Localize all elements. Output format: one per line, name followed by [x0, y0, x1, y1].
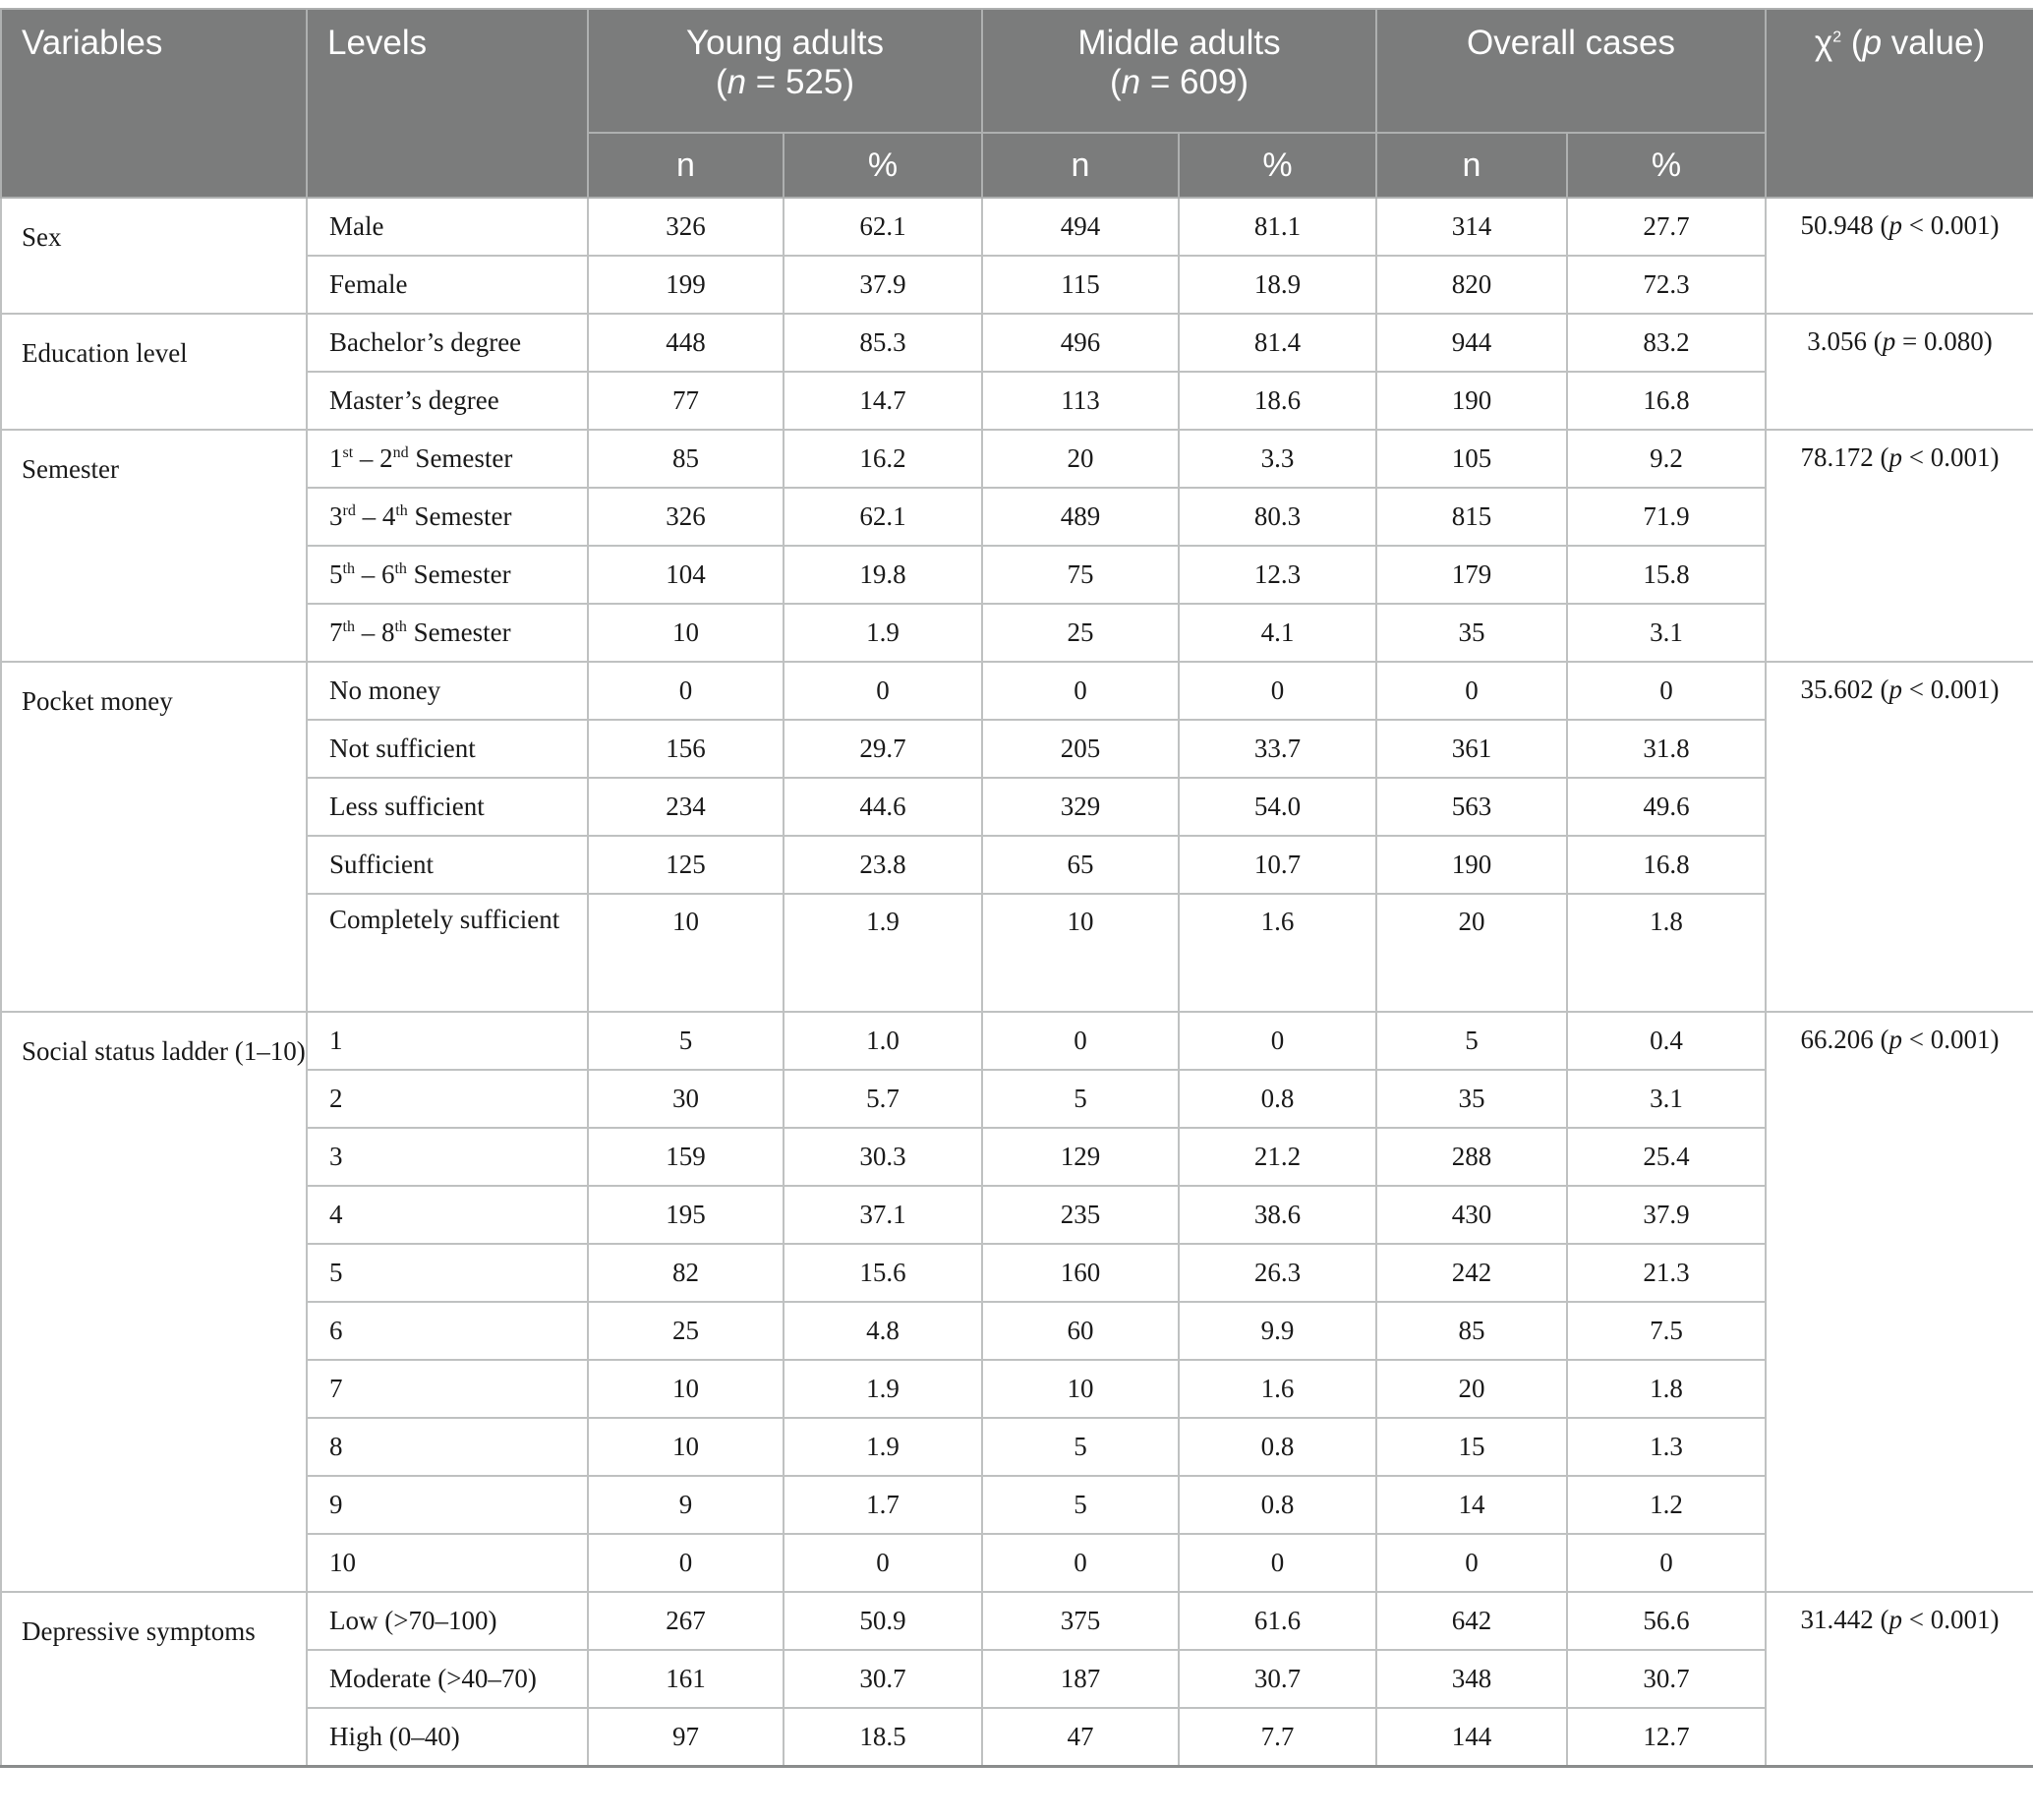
count-cell: 20 [1376, 894, 1567, 1012]
count-cell: 944 [1376, 314, 1567, 372]
level-cell: Master’s degree [307, 372, 588, 430]
percent-cell: 15.8 [1567, 546, 1766, 604]
count-cell: 10 [982, 1360, 1179, 1418]
count-cell: 10 [588, 604, 784, 662]
chi-square-cell: 50.948 (p < 0.001) [1766, 198, 2033, 314]
level-cell: Less sufficient [307, 778, 588, 836]
chi-square-cell: 66.206 (p < 0.001) [1766, 1012, 2033, 1592]
chi-square-cell: 3.056 (p = 0.080) [1766, 314, 2033, 430]
percent-cell: 38.6 [1179, 1186, 1376, 1244]
demographics-table [0, 8, 2033, 1768]
percent-cell: 9.9 [1179, 1302, 1376, 1360]
header-overall-pct: % [1567, 133, 1766, 198]
percent-cell: 0 [1567, 1534, 1766, 1592]
percent-cell: 30.7 [1179, 1650, 1376, 1708]
count-cell: 0 [1376, 662, 1567, 720]
count-cell: 25 [982, 604, 1179, 662]
percent-cell: 62.1 [784, 198, 982, 256]
percent-cell: 30.3 [784, 1128, 982, 1186]
percent-cell: 1.9 [784, 604, 982, 662]
percent-cell: 0 [1179, 1012, 1376, 1070]
percent-cell: 1.9 [784, 894, 982, 1012]
count-cell: 159 [588, 1128, 784, 1186]
percent-cell: 14.7 [784, 372, 982, 430]
percent-cell: 1.3 [1567, 1418, 1766, 1476]
table-row [1, 1418, 2033, 1476]
percent-cell: 0.8 [1179, 1070, 1376, 1128]
percent-cell: 61.6 [1179, 1592, 1376, 1650]
percent-cell: 81.1 [1179, 198, 1376, 256]
count-cell: 85 [588, 430, 784, 488]
percent-cell: 4.8 [784, 1302, 982, 1360]
count-cell: 5 [982, 1418, 1179, 1476]
percent-cell: 1.0 [784, 1012, 982, 1070]
percent-cell: 25.4 [1567, 1128, 1766, 1186]
percent-cell: 10.7 [1179, 836, 1376, 894]
count-cell: 190 [1376, 372, 1567, 430]
percent-cell: 26.3 [1179, 1244, 1376, 1302]
percent-cell: 31.8 [1567, 720, 1766, 778]
count-cell: 115 [982, 256, 1179, 314]
percent-cell: 4.1 [1179, 604, 1376, 662]
percent-cell: 1.2 [1567, 1476, 1766, 1534]
count-cell: 242 [1376, 1244, 1567, 1302]
table-row [1, 546, 2033, 604]
percent-cell: 37.9 [784, 256, 982, 314]
count-cell: 205 [982, 720, 1179, 778]
percent-cell: 16.8 [1567, 372, 1766, 430]
count-cell: 20 [1376, 1360, 1567, 1418]
count-cell: 0 [1376, 1534, 1567, 1592]
count-cell: 125 [588, 836, 784, 894]
count-cell: 179 [1376, 546, 1567, 604]
percent-cell: 0 [1179, 1534, 1376, 1592]
header-middle-pct: % [1179, 133, 1376, 198]
percent-cell: 56.6 [1567, 1592, 1766, 1650]
table-row [1, 1070, 2033, 1128]
percent-cell: 0.8 [1179, 1418, 1376, 1476]
variable-cell: Education level [1, 314, 307, 430]
percent-cell: 1.8 [1567, 1360, 1766, 1418]
count-cell: 5 [588, 1012, 784, 1070]
variable-cell: Social status ladder (1–10) [1, 1012, 307, 1592]
percent-cell: 37.1 [784, 1186, 982, 1244]
count-cell: 129 [982, 1128, 1179, 1186]
header-middle-adults: Middle adults (n = 609) [982, 9, 1376, 133]
percent-cell: 1.6 [1179, 1360, 1376, 1418]
percent-cell: 12.3 [1179, 546, 1376, 604]
level-cell: Completely sufficient [307, 894, 588, 1012]
count-cell: 65 [982, 836, 1179, 894]
percent-cell: 18.6 [1179, 372, 1376, 430]
count-cell: 30 [588, 1070, 784, 1128]
table-row [1, 256, 2033, 314]
level-cell: Not sufficient [307, 720, 588, 778]
count-cell: 235 [982, 1186, 1179, 1244]
header-variables: Variables [1, 9, 307, 198]
percent-cell: 7.5 [1567, 1302, 1766, 1360]
count-cell: 5 [982, 1070, 1179, 1128]
level-cell: No money [307, 662, 588, 720]
level-cell: 6 [307, 1302, 588, 1360]
table-row [1, 1476, 2033, 1534]
table-row [1, 1592, 2033, 1650]
count-cell: 5 [1376, 1012, 1567, 1070]
count-cell: 75 [982, 546, 1179, 604]
percent-cell: 54.0 [1179, 778, 1376, 836]
level-cell: 1st – 2nd Semester [307, 430, 588, 488]
level-cell: 10 [307, 1534, 588, 1592]
table-row [1, 372, 2033, 430]
percent-cell: 0.4 [1567, 1012, 1766, 1070]
percent-cell: 18.5 [784, 1708, 982, 1767]
count-cell: 113 [982, 372, 1179, 430]
level-cell: High (0–40) [307, 1708, 588, 1767]
table-row [1, 836, 2033, 894]
percent-cell: 0 [1567, 662, 1766, 720]
percent-cell: 44.6 [784, 778, 982, 836]
level-cell: 3 [307, 1128, 588, 1186]
percent-cell: 21.2 [1179, 1128, 1376, 1186]
count-cell: 14 [1376, 1476, 1567, 1534]
count-cell: 5 [982, 1476, 1179, 1534]
percent-cell: 37.9 [1567, 1186, 1766, 1244]
table-row [1, 662, 2033, 720]
count-cell: 496 [982, 314, 1179, 372]
table-row [1, 1186, 2033, 1244]
count-cell: 190 [1376, 836, 1567, 894]
count-cell: 160 [982, 1244, 1179, 1302]
level-cell: 7 [307, 1360, 588, 1418]
count-cell: 0 [982, 1012, 1179, 1070]
count-cell: 314 [1376, 198, 1567, 256]
percent-cell: 72.3 [1567, 256, 1766, 314]
count-cell: 10 [588, 1418, 784, 1476]
count-cell: 60 [982, 1302, 1179, 1360]
count-cell: 105 [1376, 430, 1567, 488]
count-cell: 161 [588, 1650, 784, 1708]
percent-cell: 80.3 [1179, 488, 1376, 546]
count-cell: 77 [588, 372, 784, 430]
count-cell: 25 [588, 1302, 784, 1360]
count-cell: 448 [588, 314, 784, 372]
count-cell: 10 [588, 894, 784, 1012]
count-cell: 430 [1376, 1186, 1567, 1244]
level-cell: 9 [307, 1476, 588, 1534]
table-row [1, 1244, 2033, 1302]
percent-cell: 33.7 [1179, 720, 1376, 778]
count-cell: 0 [982, 662, 1179, 720]
count-cell: 0 [982, 1534, 1179, 1592]
percent-cell: 0.8 [1179, 1476, 1376, 1534]
percent-cell: 83.2 [1567, 314, 1766, 372]
count-cell: 0 [588, 1534, 784, 1592]
count-cell: 20 [982, 430, 1179, 488]
table-row [1, 894, 2033, 1012]
level-cell: 1 [307, 1012, 588, 1070]
count-cell: 288 [1376, 1128, 1567, 1186]
count-cell: 104 [588, 546, 784, 604]
percent-cell: 3.1 [1567, 1070, 1766, 1128]
level-cell: 5 [307, 1244, 588, 1302]
level-cell: 5th – 6th Semester [307, 546, 588, 604]
count-cell: 329 [982, 778, 1179, 836]
level-cell: Low (>70–100) [307, 1592, 588, 1650]
table-row [1, 430, 2033, 488]
percent-cell: 16.2 [784, 430, 982, 488]
percent-cell: 30.7 [1567, 1650, 1766, 1708]
percent-cell: 9.2 [1567, 430, 1766, 488]
percent-cell: 12.7 [1567, 1708, 1766, 1767]
table-row [1, 1302, 2033, 1360]
header-chi-square: $\chi^2$ (p value) [1766, 9, 2033, 198]
percent-cell: 1.9 [784, 1360, 982, 1418]
percent-cell: 1.8 [1567, 894, 1766, 1012]
percent-cell: 5.7 [784, 1070, 982, 1128]
count-cell: 35 [1376, 604, 1567, 662]
header-levels: Levels [307, 9, 588, 198]
count-cell: 361 [1376, 720, 1567, 778]
level-cell: Sufficient [307, 836, 588, 894]
count-cell: 85 [1376, 1302, 1567, 1360]
percent-cell: 0 [784, 662, 982, 720]
count-cell: 144 [1376, 1708, 1567, 1767]
count-cell: 10 [982, 894, 1179, 1012]
level-cell: 4 [307, 1186, 588, 1244]
percent-cell: 81.4 [1179, 314, 1376, 372]
level-cell: Bachelor’s degree [307, 314, 588, 372]
percent-cell: 21.3 [1567, 1244, 1766, 1302]
level-cell: Female [307, 256, 588, 314]
table-row [1, 1534, 2033, 1592]
count-cell: 267 [588, 1592, 784, 1650]
table-row [1, 1012, 2033, 1070]
header-overall-n: n [1376, 133, 1567, 198]
header-young-adults: Young adults (n = 525) [588, 9, 982, 133]
chi-square-cell: 31.442 (p < 0.001) [1766, 1592, 2033, 1767]
percent-cell: 50.9 [784, 1592, 982, 1650]
table-row [1, 720, 2033, 778]
count-cell: 10 [588, 1360, 784, 1418]
count-cell: 0 [588, 662, 784, 720]
count-cell: 9 [588, 1476, 784, 1534]
percent-cell: 1.6 [1179, 894, 1376, 1012]
table-row [1, 1360, 2033, 1418]
count-cell: 97 [588, 1708, 784, 1767]
table-row [1, 778, 2033, 836]
percent-cell: 30.7 [784, 1650, 982, 1708]
percent-cell: 15.6 [784, 1244, 982, 1302]
count-cell: 199 [588, 256, 784, 314]
chi-square-cell: 78.172 (p < 0.001) [1766, 430, 2033, 662]
table-body [1, 198, 2033, 1767]
count-cell: 489 [982, 488, 1179, 546]
table-row [1, 604, 2033, 662]
percent-cell: 49.6 [1567, 778, 1766, 836]
percent-cell: 3.1 [1567, 604, 1766, 662]
table-row [1, 314, 2033, 372]
level-cell: 8 [307, 1418, 588, 1476]
header-overall-cases: Overall cases [1376, 9, 1766, 133]
percent-cell: 27.7 [1567, 198, 1766, 256]
chi-square-cell: 35.602 (p < 0.001) [1766, 662, 2033, 1012]
percent-cell: 29.7 [784, 720, 982, 778]
level-cell: 2 [307, 1070, 588, 1128]
count-cell: 375 [982, 1592, 1179, 1650]
table-row [1, 488, 2033, 546]
count-cell: 326 [588, 488, 784, 546]
percent-cell: 18.9 [1179, 256, 1376, 314]
percent-cell: 85.3 [784, 314, 982, 372]
count-cell: 195 [588, 1186, 784, 1244]
level-cell: Male [307, 198, 588, 256]
percent-cell: 0 [1179, 662, 1376, 720]
count-cell: 82 [588, 1244, 784, 1302]
count-cell: 348 [1376, 1650, 1567, 1708]
variable-cell: Depressive symptoms [1, 1592, 307, 1767]
count-cell: 15 [1376, 1418, 1567, 1476]
percent-cell: 19.8 [784, 546, 982, 604]
percent-cell: 62.1 [784, 488, 982, 546]
count-cell: 187 [982, 1650, 1179, 1708]
variable-cell: Semester [1, 430, 307, 662]
variable-cell: Sex [1, 198, 307, 314]
count-cell: 494 [982, 198, 1179, 256]
header-middle-n: n [982, 133, 1179, 198]
percent-cell: 16.8 [1567, 836, 1766, 894]
count-cell: 563 [1376, 778, 1567, 836]
count-cell: 326 [588, 198, 784, 256]
percent-cell: 0 [784, 1534, 982, 1592]
percent-cell: 1.7 [784, 1476, 982, 1534]
count-cell: 234 [588, 778, 784, 836]
count-cell: 820 [1376, 256, 1567, 314]
table-row [1, 198, 2033, 256]
header-young-n: n [588, 133, 784, 198]
count-cell: 815 [1376, 488, 1567, 546]
level-cell: 7th – 8th Semester [307, 604, 588, 662]
level-cell: Moderate (>40–70) [307, 1650, 588, 1708]
percent-cell: 23.8 [784, 836, 982, 894]
level-cell: 3rd – 4th Semester [307, 488, 588, 546]
percent-cell: 1.9 [784, 1418, 982, 1476]
header-young-pct: % [784, 133, 982, 198]
percent-cell: 71.9 [1567, 488, 1766, 546]
table-row [1, 1128, 2033, 1186]
table-row [1, 1708, 2033, 1767]
count-cell: 35 [1376, 1070, 1567, 1128]
count-cell: 156 [588, 720, 784, 778]
percent-cell: 7.7 [1179, 1708, 1376, 1767]
count-cell: 642 [1376, 1592, 1567, 1650]
percent-cell: 3.3 [1179, 430, 1376, 488]
count-cell: 47 [982, 1708, 1179, 1767]
variable-cell: Pocket money [1, 662, 307, 1012]
table-row [1, 1650, 2033, 1708]
